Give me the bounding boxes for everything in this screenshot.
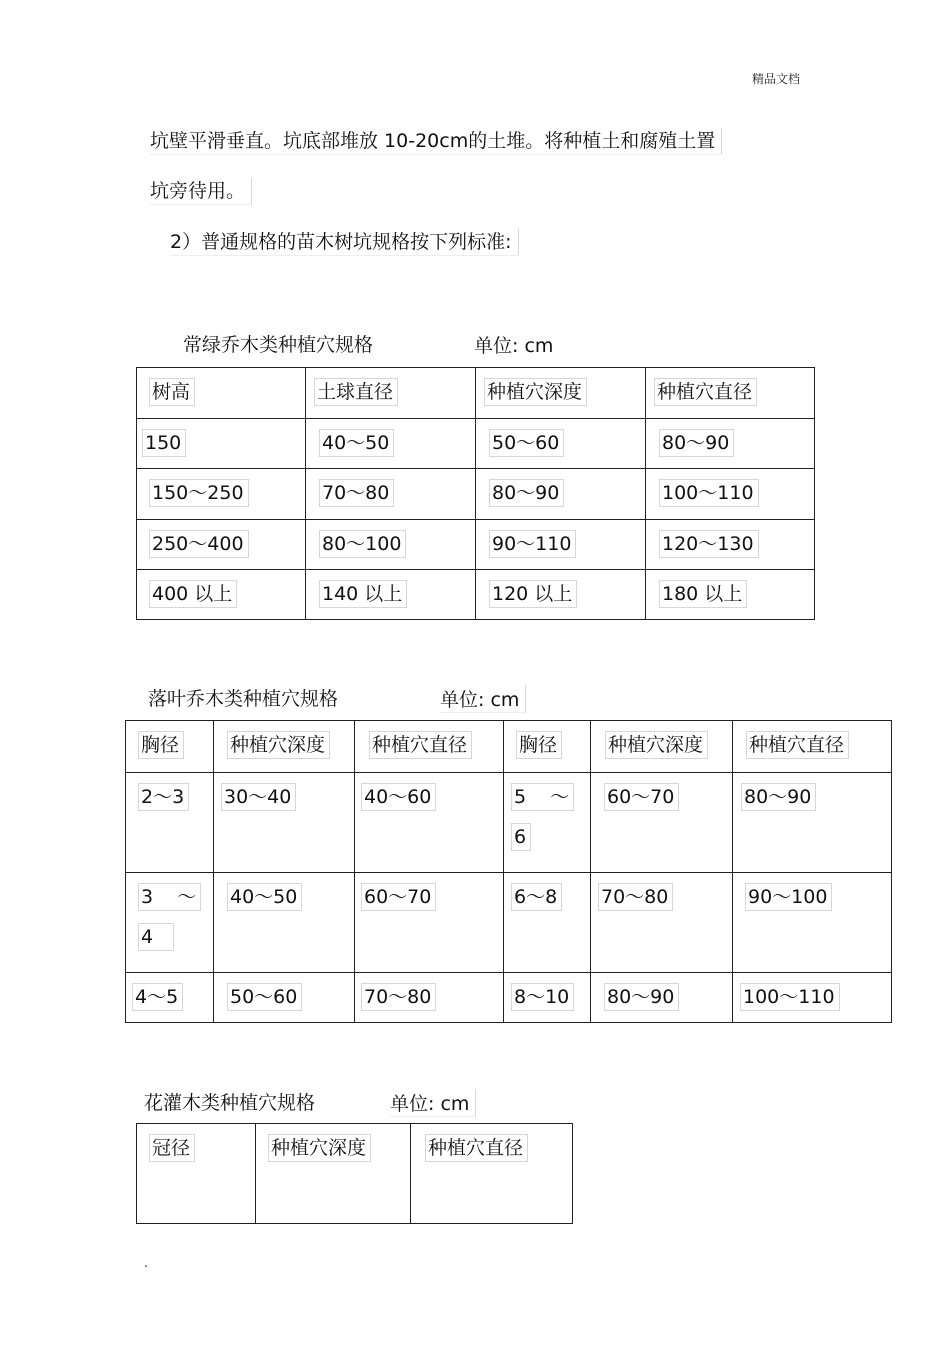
table-row: [137, 469, 815, 520]
table-cell: 80～90: [733, 773, 892, 873]
header-cell: 种植穴深度: [256, 1124, 411, 1224]
table-cell: 40～60: [355, 773, 504, 873]
table-cell: 50～60: [214, 973, 355, 1023]
table-row: [126, 973, 892, 1023]
header-note: 精品文档: [752, 72, 801, 86]
table-row: [126, 873, 892, 973]
table-cell: 50～60: [476, 419, 646, 469]
table-cell: 8～10: [504, 973, 591, 1023]
table-cell: 120 以上: [476, 570, 646, 620]
table-row: [137, 520, 815, 570]
table-cell: 400 以上: [137, 570, 306, 620]
table-cell: 120～130: [646, 520, 815, 570]
table-cell: 90～110: [476, 520, 646, 570]
table-cell: 150～250: [137, 469, 306, 520]
table-evergreen: [136, 367, 815, 620]
header-cell: 种植穴深度: [591, 721, 733, 773]
table-cell: 40～50: [306, 419, 476, 469]
table-deciduous: [125, 720, 892, 1023]
paragraph-line-2: 坑旁待用。: [150, 178, 252, 205]
table-cell: 4～5: [126, 973, 214, 1023]
table3-caption-unit: 单位: cm: [390, 1089, 476, 1117]
header-cell: 种植穴直径: [646, 368, 815, 419]
table-header-row: [126, 721, 892, 773]
table3-caption-title: 花灌木类种植穴规格: [144, 1092, 316, 1114]
table-cell: 70～80: [355, 973, 504, 1023]
table2-caption-unit: 单位: cm: [440, 685, 526, 713]
table-cell: 80～90: [476, 469, 646, 520]
header-cell: 树高: [137, 368, 306, 419]
table-header-row: [137, 368, 815, 419]
table-row: [137, 570, 815, 620]
table-cell: 60～70: [591, 773, 733, 873]
table-cell: 100～110: [646, 469, 815, 520]
table-cell: 150: [137, 419, 306, 469]
table-cell: 60～70: [355, 873, 504, 973]
table-cell: 80～90: [591, 973, 733, 1023]
table-cell: 140 以上: [306, 570, 476, 620]
header-cell: 种植穴深度: [476, 368, 646, 419]
table-header-row: [137, 1124, 573, 1224]
table-cell: 80～100: [306, 520, 476, 570]
table-cell: 100～110: [733, 973, 892, 1023]
table-row: [126, 773, 892, 873]
header-cell: 土球直径: [306, 368, 476, 419]
table-cell: 70～80: [591, 873, 733, 973]
table-cell: 250～400: [137, 520, 306, 570]
header-cell: 种植穴直径: [411, 1124, 573, 1224]
footer-dot: .: [144, 1256, 148, 1270]
header-cell: 胸径: [126, 721, 214, 773]
paragraph-line-3: 2）普通规格的苗木树坑规格按下列标准:: [170, 229, 519, 256]
table-cell: 40～50: [214, 873, 355, 973]
table1-caption-title: 常绿乔木类种植穴规格: [183, 334, 374, 356]
table-cell: 5 ～ 6: [504, 773, 591, 873]
header-cell: 胸径: [504, 721, 591, 773]
table-cell: 180 以上: [646, 570, 815, 620]
table-cell: 6～8: [504, 873, 591, 973]
table-cell: 2～3: [126, 773, 214, 873]
table-shrubs: [136, 1123, 573, 1224]
table-row: [137, 419, 815, 469]
table-cell: 80～90: [646, 419, 815, 469]
header-cell: 种植穴直径: [355, 721, 504, 773]
table2-caption-title: 落叶乔木类种植穴规格: [148, 688, 339, 710]
table-cell: 3 ～ 4: [126, 873, 214, 973]
paragraph-line-1: 坑壁平滑垂直。坑底部堆放 10-20cm的土堆。将种植土和腐殖土置: [150, 128, 722, 155]
table-cell: 70～80: [306, 469, 476, 520]
header-cell: 种植穴直径: [733, 721, 892, 773]
table-cell: 90～100: [733, 873, 892, 973]
table1-caption-unit: 单位: cm: [474, 335, 554, 357]
header-cell: 种植穴深度: [214, 721, 355, 773]
table-cell: 30～40: [214, 773, 355, 873]
header-cell: 冠径: [137, 1124, 256, 1224]
